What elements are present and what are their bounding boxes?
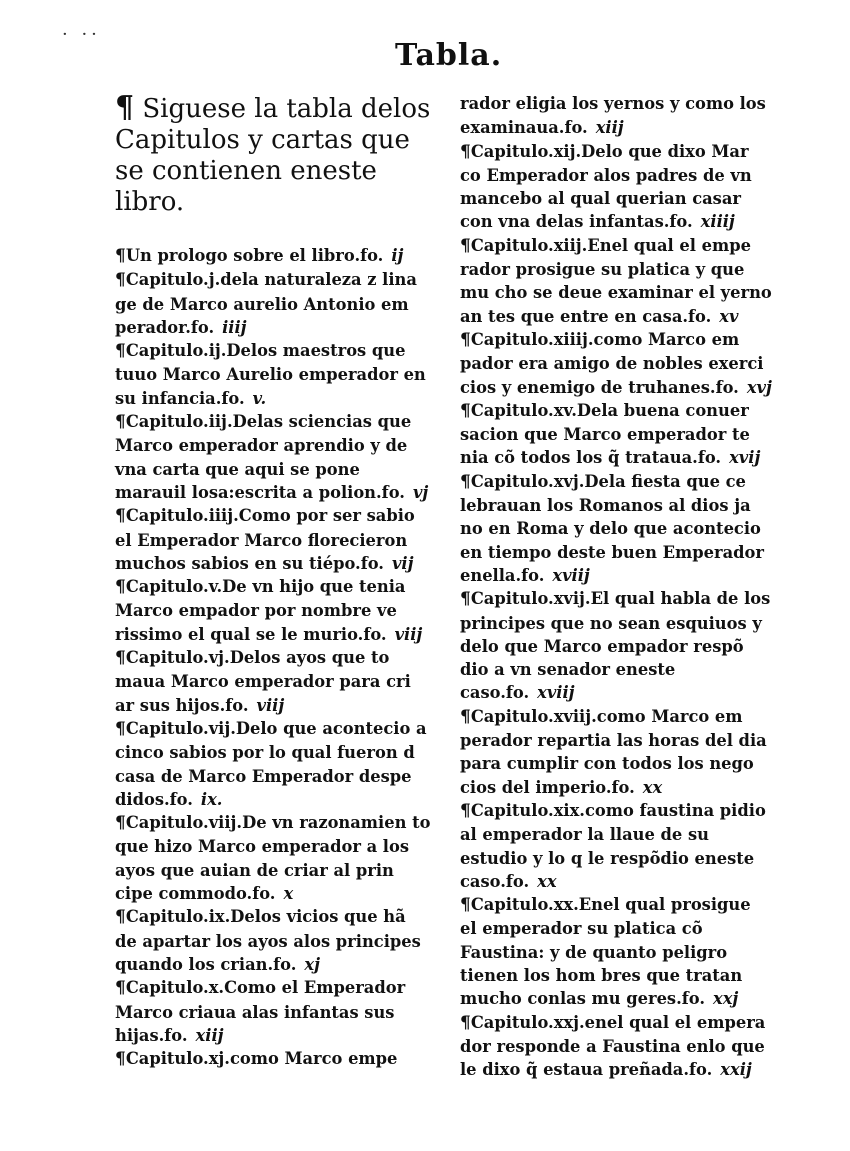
entry-text: Capitulo.xj.como Marco empe — [125, 1049, 398, 1069]
left-entries-list — [115, 244, 433, 1071]
entry-text: Un prologo sobre el libro.fo. — [125, 246, 384, 265]
table-entry — [115, 1047, 433, 1071]
table-entry — [460, 140, 772, 234]
table-entry — [115, 339, 433, 410]
pilcrow-icon: ¶ — [460, 471, 471, 492]
pilcrow-icon: ¶ — [460, 589, 471, 610]
pilcrow-icon: ¶ — [115, 978, 126, 999]
table-entry — [460, 705, 772, 799]
table-entry — [460, 893, 772, 1010]
right-column — [460, 92, 772, 1081]
table-entry — [115, 410, 433, 504]
folio-number: viij — [256, 695, 285, 715]
pilcrow-icon: ¶ — [115, 1049, 126, 1070]
table-entry — [460, 587, 772, 704]
entry-text: Capitulo.v.De vn hijo que tenia Marco empador por nombre ve rissimo el qual se le murio.fo. — [115, 577, 406, 644]
print-specks: · ·· — [62, 24, 101, 45]
entry-text: Capitulo.ij.Delos maestros que tuuo Marco Aurelio emperador en su infancia.fo. — [115, 341, 426, 408]
pilcrow-icon: ¶ — [460, 895, 471, 916]
entry-text: Capitulo.xij.Delo que dixo Mar co Emperador alos padres de vn mancebo al qual querian casar con vna delas infantas.fo. — [460, 141, 752, 232]
entry-text: Capitulo.xvij.El qual habla de los principes que no sean esquiuos y delo que Marco empador respõ dio a vn senador eneste caso.fo. — [460, 589, 771, 703]
pilcrow-icon: ¶ — [115, 648, 126, 669]
pilcrow-icon: ¶ — [460, 141, 471, 162]
folio-number: viij — [394, 624, 423, 644]
pilcrow-icon: ¶ — [460, 235, 471, 256]
pilcrow-icon: ¶ — [115, 506, 126, 527]
pilcrow-icon: ¶ — [115, 412, 126, 433]
folio-number: xv — [719, 306, 739, 326]
pilcrow-icon: ¶ — [460, 329, 471, 350]
folio-number: xviij — [552, 565, 590, 585]
pilcrow-icon: ¶ — [460, 706, 471, 727]
folio-number: xx — [537, 871, 557, 891]
entry-text: Capitulo.vij.Delo que acontecio a cinco sabios por lo qual fueron d casa de Marco Emperador despe didos.fo. — [115, 718, 427, 809]
folio-number: iiij — [222, 317, 247, 337]
pilcrow-icon: ¶ — [115, 577, 126, 598]
table-entry — [460, 470, 772, 587]
table-entry — [460, 1011, 772, 1082]
folio-number: xiij — [195, 1025, 224, 1045]
folio-number: xvij — [729, 448, 761, 468]
table-entry — [115, 244, 433, 268]
left-column — [115, 92, 433, 1071]
table-entry — [460, 328, 772, 399]
right-entries-list — [460, 92, 772, 1081]
pilcrow-icon: ¶ — [115, 341, 126, 362]
entry-text: Capitulo.xv.Dela buena conuer sacion que Marco emperador te nia cõ todos los q̃ trataua.fo. — [460, 400, 750, 468]
heading-line-2: Capitulos y cartas que — [115, 125, 410, 155]
entry-text: Capitulo.xiiij.como Marco em pador era amigo de nobles exerci cios y enemigo de truhanes.fo. — [460, 329, 764, 397]
folio-number: ix. — [200, 789, 223, 809]
folio-number: xx — [642, 777, 663, 797]
entry-text: Capitulo.iiij.Como por ser sabio el Emperador Marco florecieron muchos sabios en su tiépo.fo. — [115, 506, 415, 573]
pilcrow-icon: ¶ — [115, 813, 126, 834]
pilcrow-icon: ¶ — [115, 246, 126, 266]
table-entry — [115, 717, 433, 811]
pilcrow-icon: ¶ — [115, 90, 135, 125]
entry-text: rador eligia los yernos y como los examinaua.fo. — [460, 94, 766, 138]
folio-number: x — [283, 884, 294, 904]
entry-text: Capitulo.x.Como el Emperador Marco criaua alas infantas sus hijas.fo. — [115, 978, 406, 1045]
entry-text: Capitulo.xx.Enel qual prosigue el emperador su platica cõ Faustina: y de quanto peligro tienen los hom bres que tratan mucho conlas mu geres.fo. — [460, 895, 751, 1009]
table-entry — [115, 976, 433, 1047]
folio-number: xiij — [595, 118, 624, 138]
pilcrow-icon: ¶ — [460, 800, 471, 821]
folio-number: xj — [304, 954, 320, 974]
table-entry — [115, 504, 433, 575]
pilcrow-icon: ¶ — [460, 400, 471, 421]
entry-text: Capitulo.viij.De vn razonamien to que hizo Marco emperador a los ayos que auian de criar al prin cipe commodo.fo. — [115, 813, 431, 904]
entry-text: Capitulo.xviij.como Marco em perador repartia las horas del dia para cumplir con todos los nego cios del imperio.fo. — [460, 706, 767, 797]
entry-text: Capitulo.vj.Delos ayos que to maua Marco emperador para cri ar sus hijos.fo. — [115, 648, 411, 715]
entry-text: Capitulo.xxj.enel qual el empera dor responde a Faustina enlo que le dixo q̃ estaua preñada.fo. — [460, 1012, 766, 1080]
pilcrow-icon: ¶ — [460, 1012, 471, 1033]
heading-line-3: se contienen eneste libro. — [115, 156, 377, 217]
table-entry — [460, 399, 772, 470]
folio-number: vij — [391, 553, 414, 573]
folio-number: v. — [252, 388, 267, 408]
table-entry — [460, 799, 772, 893]
folio-number: xviij — [537, 683, 575, 703]
table-entry — [115, 811, 433, 905]
entry-text: Capitulo.iij.Delas sciencias que Marco emperador aprendio y de vna carta que aqui se pone marauil losa:escrita a polion.fo. — [115, 412, 412, 502]
folio-number: xxj — [713, 989, 739, 1009]
table-heading — [115, 92, 433, 218]
table-entry — [460, 234, 772, 328]
pilcrow-icon: ¶ — [115, 718, 126, 739]
table-entry — [115, 646, 433, 717]
folio-number: vj — [412, 482, 429, 502]
table-entry — [115, 575, 433, 646]
entry-text: Capitulo.xix.como faustina pidio al emperador la llaue de su estudio y lo q le respõdio eneste caso.fo. — [460, 800, 766, 891]
entry-text: Capitulo.j.dela naturaleza z lina ge de Marco aurelio Antonio em perador.fo. — [115, 270, 417, 337]
folio-number: xvj — [746, 377, 772, 397]
entry-text: Capitulo.xiij.Enel qual el empe rador prosigue su platica y que mu cho se deue examinar el yerno an tes que entre en casa.fo. — [460, 235, 772, 326]
table-entry — [115, 905, 433, 976]
pilcrow-icon: ¶ — [115, 907, 126, 928]
page-header-title: Tabla. — [395, 38, 503, 73]
folio-number: xiiij — [700, 212, 735, 232]
heading-line-1: Siguese la tabla delos — [142, 94, 431, 124]
entry-text: Capitulo.xvj.Dela fiesta que ce lebrauan los Romanos al dios ja no en Roma y delo que acontecio en tiempo deste buen Emperador enella.fo. — [460, 471, 764, 585]
folio-number: ij — [391, 246, 404, 265]
entry-text: Capitulo.ix.Delos vicios que hã de apartar los ayos alos principes quando los crian.fo. — [115, 907, 421, 974]
table-entry — [460, 92, 772, 140]
folio-number: xxij — [720, 1060, 752, 1080]
pilcrow-icon: ¶ — [115, 270, 126, 291]
table-entry — [115, 268, 433, 339]
